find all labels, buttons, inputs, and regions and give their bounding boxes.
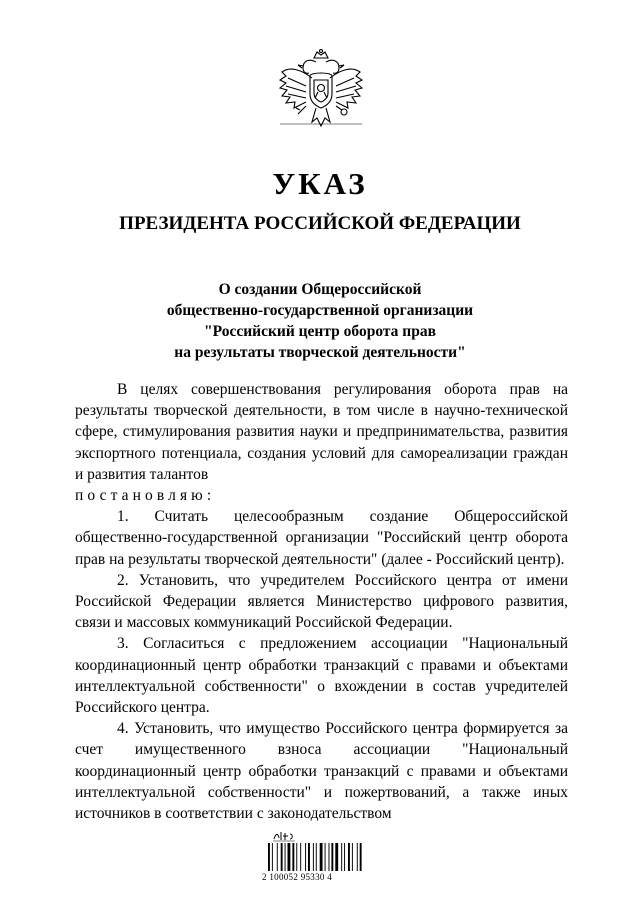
- heading-line: общественно-государственной организации: [166, 302, 474, 319]
- coat-of-arms-icon: [276, 48, 366, 146]
- clause-paragraph: 4. Установить, что имущество Российского центра формируется за счет имущественного взноса ассоциации "Национальный координационный центр обработки транзакций с правами и объектами интеллектуальной собственности" и пожертвований, а также иных источников в соответствии с законодательством: [75, 720, 568, 823]
- preamble-paragraph: В целях совершенствования регулирования оборота прав на результаты творческой деятельности, в том числе в научно-технической сфере, стимулирования развития науки и предпринимательства, развития экспортного потенциала, создания условий для самореализации граждан и развития талантов: [75, 381, 568, 483]
- clause-paragraph: 1. Считать целесообразным создание Общероссийской общественно-государственной организации "Российский центр оборота прав на результаты творческой деятельности" (далее - Российский центр).: [75, 508, 568, 568]
- document-subtitle: ПРЕЗИДЕНТА РОССИЙСКОЙ ФЕДЕРАЦИИ: [119, 213, 521, 234]
- clause-paragraph: 2. Установить, что учредителем Российского центра от имени Российской Федерации является Министерство цифрового развития, связи и массовых коммуникаций Российской Федерации.: [75, 571, 568, 632]
- barcode-icon: [268, 843, 362, 871]
- heading-line: О создании Общероссийской: [218, 281, 422, 298]
- document-heading: [0, 279, 640, 363]
- heading-line: "Российский центр оборота прав: [204, 323, 436, 340]
- document-body: [75, 379, 568, 824]
- document-title: УКАЗ: [272, 166, 368, 201]
- decree-word: постановляю:: [75, 487, 216, 505]
- registry-stamp-icon: [272, 830, 296, 842]
- heading-line: на результаты творческой деятельности": [174, 344, 466, 361]
- barcode-number: 2 100052 95330 4: [262, 872, 333, 882]
- clause-paragraph: 3. Согласиться с предложением ассоциации "Национальный координационный центр обработки транзакций с правами и объектами интеллектуальной собственности" о вхождении в состав учредителей Российского центра.: [75, 635, 568, 717]
